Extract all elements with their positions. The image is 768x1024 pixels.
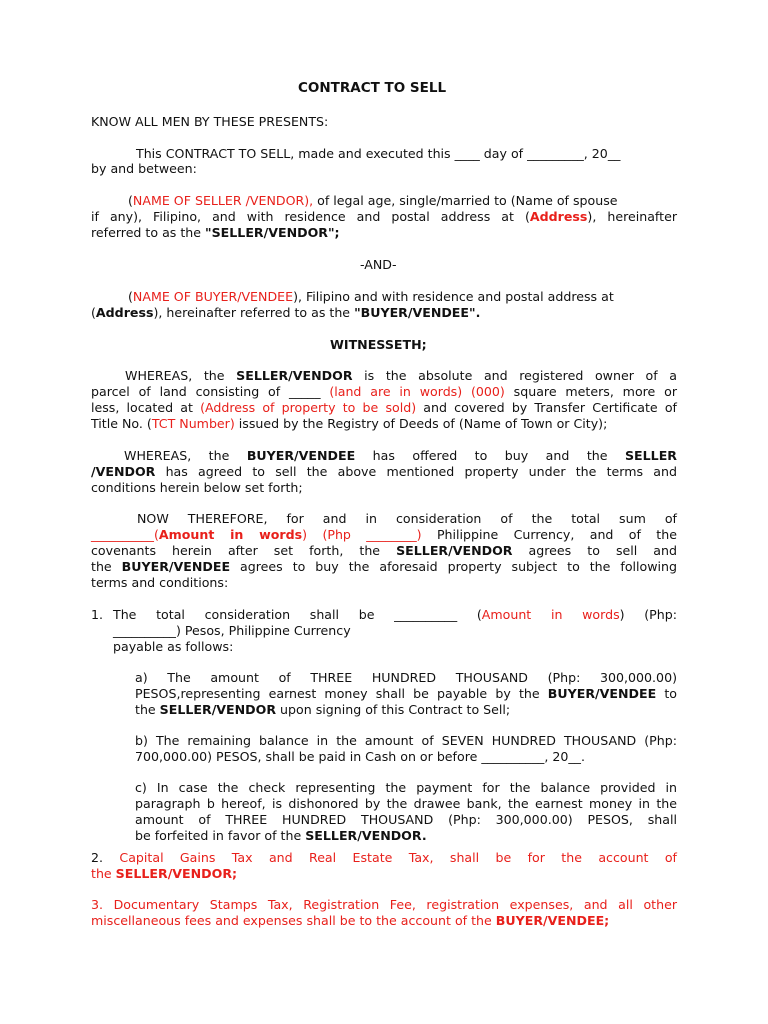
whereas2-line-2: /VENDOR has agreed to sell the above mentioned property under the terms and	[91, 464, 677, 479]
sub-c-line-2: paragraph b hereof, is dishonored by the drawee bank, the earnest money in the	[135, 796, 677, 811]
item2-line-2: the SELLER/VENDOR;	[91, 866, 238, 881]
item1-line-2: __________) Pesos, Philippine Currency	[113, 623, 351, 638]
buyer-address-placeholder: Address	[95, 305, 154, 320]
whereas1-line-4: Title No. (TCT Number) issued by the Registry of Deeds of (Name of Town or City);	[91, 416, 608, 431]
item1-line-1: The total consideration shall be __________ (Amount in words) (Php:	[113, 607, 677, 622]
whereas2-line-3: conditions herein below set forth;	[91, 480, 303, 495]
seller-line-2: if any), Filipino, and with residence and postal address at (Address), hereinafter	[91, 209, 677, 224]
item3-line-1: 3. Documentary Stamps Tax, Registration Fee, registration expenses, and all other	[91, 897, 677, 912]
now-therefore-line-2: __________(Amount in words) (Php ________) Philippine Currency, and of the	[91, 527, 677, 542]
property-address-placeholder: (Address of property to be sold)	[200, 400, 417, 415]
and-separator: -AND-	[360, 257, 397, 272]
seller-vendor-term: "SELLER/VENDOR";	[205, 225, 340, 240]
amount-in-words-placeholder: Amount in words	[158, 527, 303, 542]
item1-line-3: payable as follows:	[113, 639, 234, 654]
seller-line-3: referred to as the "SELLER/VENDOR";	[91, 225, 340, 240]
seller-name-placeholder: NAME OF SELLER /VENDOR),	[132, 193, 314, 208]
sub-a-line-2: PESOS,representing earnest money shall be payable by the BUYER/VENDEE to	[135, 686, 677, 701]
witnesseth-heading: WITNESSETH;	[330, 337, 427, 352]
sub-a-line-3: the SELLER/VENDOR upon signing of this Contract to Sell;	[135, 702, 511, 717]
sub-c-line-4: be forfeited in favor of the SELLER/VENDOR.	[135, 828, 427, 843]
seller-line-1: (NAME OF SELLER /VENDOR), of legal age, single/married to (Name of spouse	[128, 193, 618, 208]
buyer-line-1: (NAME OF BUYER/VENDEE), Filipino and with residence and postal address at	[128, 289, 614, 304]
tct-number-placeholder: TCT Number)	[151, 416, 235, 431]
sub-c-line-3: amount of THREE HUNDRED THOUSAND (Php: 300,000.00) PESOS, shall	[135, 812, 677, 827]
now-therefore-line-5: terms and conditions:	[91, 575, 229, 590]
whereas1-line-2: parcel of land consisting of _____ (land are in words) (000) square meters, more or	[91, 384, 677, 399]
salutation: KNOW ALL MEN BY THESE PRESENTS:	[91, 114, 329, 129]
sub-b-line-2: 700,000.00) PESOS, shall be paid in Cash on or before __________, 20__.	[135, 749, 585, 764]
now-therefore-line-1: NOW THEREFORE, for and in consideration of the total sum of	[137, 511, 677, 526]
item2-line-1: 2. Capital Gains Tax and Real Estate Tax, shall be for the account of	[91, 850, 677, 865]
sub-a-line-1: a) The amount of THREE HUNDRED THOUSAND (Php: 300,000.00)	[135, 670, 677, 685]
whereas2-line-1: WHEREAS, the BUYER/VENDEE has offered to buy and the SELLER	[124, 448, 677, 463]
seller-address-placeholder: Address	[529, 209, 588, 224]
land-area-placeholder: (land are in words) (000)	[329, 384, 505, 399]
sub-c-line-1: c) In case the check representing the payment for the balance provided in	[135, 780, 677, 795]
item1-number: 1.	[91, 607, 104, 622]
buyer-name-placeholder: NAME OF BUYER/VENDEE	[132, 289, 294, 304]
whereas1-line-3: less, located at (Address of property to be sold) and covered by Transfer Certificate of	[91, 400, 677, 415]
now-therefore-line-3: covenants herein after set forth, the SELLER/VENDOR agrees to sell and	[91, 543, 677, 558]
sub-b-line-1: b) The remaining balance in the amount of SEVEN HUNDRED THOUSAND (Php:	[135, 733, 677, 748]
total-amount-words-placeholder: Amount in words	[481, 607, 620, 622]
buyer-line-2: (Address), hereinafter referred to as the "BUYER/VENDEE".	[91, 305, 481, 320]
now-therefore-line-4: the BUYER/VENDEE agrees to buy the aforesaid property subject to the following	[91, 559, 678, 574]
intro-line-2: by and between:	[91, 161, 197, 176]
item3-line-2: miscellaneous fees and expenses shall be to the account of the BUYER/VENDEE;	[91, 913, 610, 928]
document-title: CONTRACT TO SELL	[298, 80, 447, 96]
buyer-vendee-term: "BUYER/VENDEE".	[354, 305, 481, 320]
whereas1-line-1: WHEREAS, the SELLER/VENDOR is the absolute and registered owner of a	[125, 368, 677, 383]
intro-line-1: This CONTRACT TO SELL, made and executed this ____ day of _________, 20__	[136, 146, 621, 161]
